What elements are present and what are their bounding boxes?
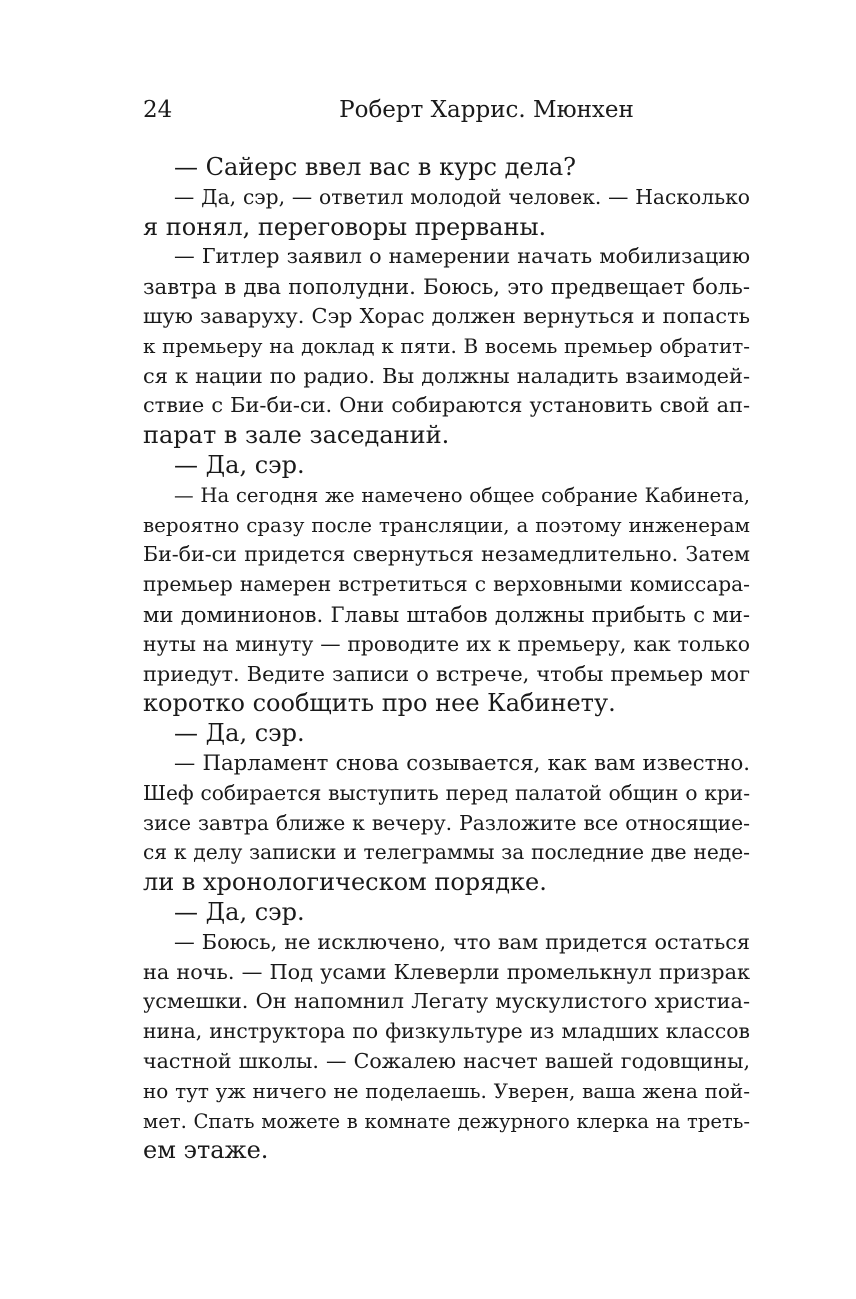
paragraph-start-line: — Боюсь, не исключено, что вам придется остаться [174,929,750,954]
paragraph-start-line: — Да, сэр. [174,897,305,926]
text-line: приедут. Ведите записи о встрече, чтобы премьер мог [143,661,750,686]
text-line: на ночь. — Под усами Клеверли промелькнул призрак [143,959,750,984]
text-line: ем этаже. [143,1136,269,1165]
text-line: но тут уж ничего не поделаешь. Уверен, ваша жена пой- [143,1078,750,1103]
paragraph-start-line: — Парламент снова созывается, как вам известно. [174,750,750,776]
text-line: к премьеру на доклад к пяти. В восемь премьер обратит- [143,334,750,358]
text-line: коротко сообщить про нее Кабинету. [143,689,616,718]
paragraph-start-line: — Да, сэр, — ответил молодой человек. — Насколько [174,184,750,209]
text-line: мет. Спать можете в комнате дежурного клерка на треть- [143,1109,750,1133]
text-line: зисе завтра ближе к вечеру. Разложите все относящие- [143,810,750,835]
text-line: ми доминионов. Главы штабов должны прибыть с ми- [143,601,750,627]
text-line: парат в зале заседаний. [143,421,450,450]
paragraph-start-line: — На сегодня же намечено общее собрание Кабинета, [174,483,750,507]
text-line: вероятно сразу после трансляции, а поэтому инженерам [143,513,750,537]
text-line: я понял, переговоры прерваны. [143,212,547,241]
body-text [143,153,750,1166]
text-line: частной школы. — Сожалею насчет вашей годовщины, [143,1048,750,1073]
paragraph-start-line: — Гитлер заявил о намерении начать мобилизацию [174,244,750,269]
text-line: Би-би-си придется свернуться незамедлительно. Затем [143,542,750,567]
text-line: завтра в два пополудни. Боюсь, это предвещает боль- [143,274,750,300]
text-line: нина, инструктора по физкультуре из младших классов [143,1019,750,1044]
text-line: Шеф собирается выступить перед палатой общин о кри- [143,780,750,805]
book-title: Роберт Харрис. Мюнхен [339,97,634,123]
text-line: премьер намерен встретиться с верховными комиссара- [143,572,750,597]
text-line: шую заваруху. Сэр Хорас должен вернуться и попасть [143,303,750,328]
text-line: ли в хронологическом порядке. [143,868,547,897]
text-line: усмешки. Он напомнил Легату мускулистого христиа- [143,989,750,1014]
paragraph-start-line: — Да, сэр. [174,450,305,479]
running-head [143,94,750,126]
paragraph-start-line: — Сайерс ввел вас в курс дела? [174,153,577,181]
text-line: ся к нации по радио. Вы должны наладить взаимодей- [143,363,750,388]
text-line: ся к делу записки и телеграммы за последние две неде- [143,840,750,865]
page-number: 24 [143,97,173,123]
paragraph-start-line: — Да, сэр. [174,719,305,748]
text-line: нуты на минуту — проводите их к премьеру, как только [143,631,750,656]
text-line: ствие с Би-би-си. Они собираются установить свой ап- [143,393,750,418]
